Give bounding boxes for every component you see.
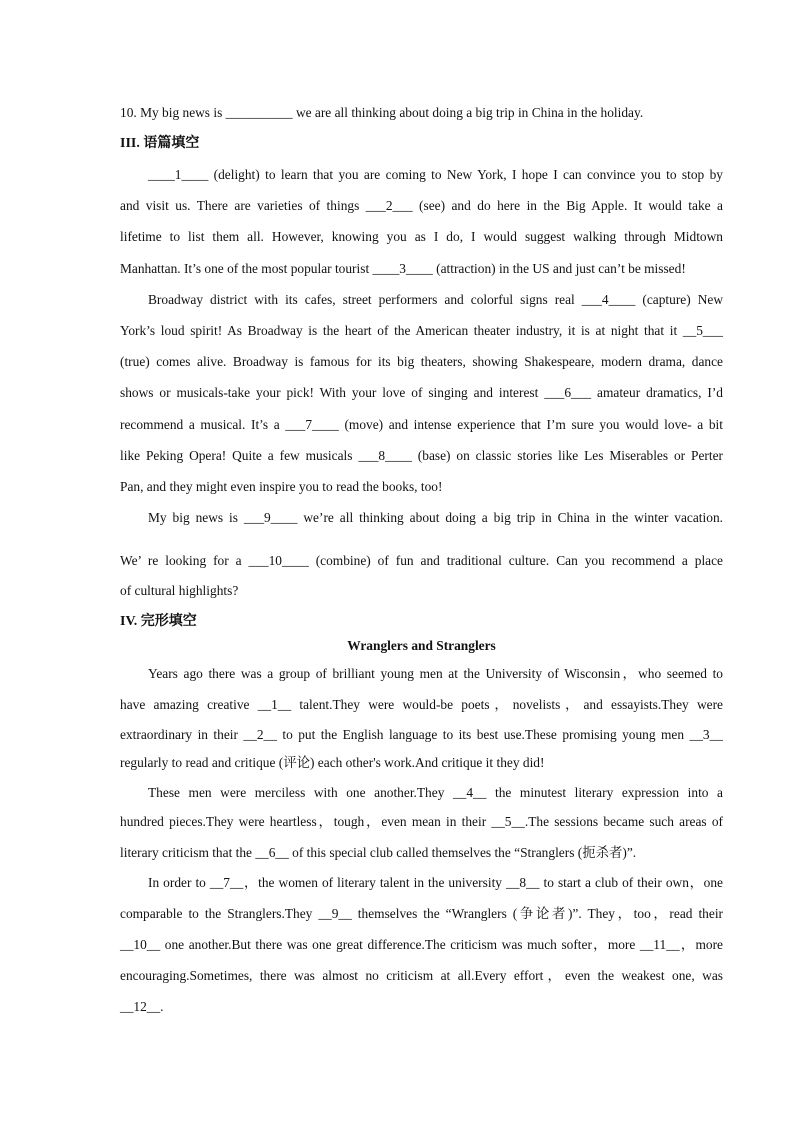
passage-1-line: lifetime to list them all. However, knowing you as I do, I would suggest walking through Midtown bbox=[120, 229, 723, 244]
passage-1-line: Pan, and they might even inspire you to read the books, too! bbox=[120, 479, 443, 494]
passage-1-line: Broadway district with its cafes, street performers and colorful signs real ___4____ (capture) New bbox=[148, 292, 723, 307]
passage-2-line: comparable to the Stranglers.They __9__ themselves the “Wranglers (争论者)”. They，too，read their bbox=[120, 906, 723, 921]
passage-1-line: We’ re looking for a ___10____ (combine) of fun and traditional culture. Can you recommend a place bbox=[120, 553, 723, 568]
passage-2-line: literary criticism that the __6__ of this special club called themselves the “Stranglers (扼杀者)”. bbox=[120, 845, 637, 860]
passage-1-line: shows or musicals-take your pick! With your love of singing and interest ___6___ amateur dramatics, I’d bbox=[120, 385, 723, 400]
passage-2-line: have amazing creative __1__ talent.They were would-be poets，novelists，and essayists.They were bbox=[120, 697, 723, 712]
passage-1-line: ____1____ (delight) to learn that you are coming to New York, I hope I can convince you to stop by bbox=[148, 167, 723, 182]
passage-2-title: Wranglers and Stranglers bbox=[347, 638, 496, 653]
question-10: 10. My big news is __________ we are all thinking about doing a big trip in China in the holiday. bbox=[120, 105, 644, 120]
passage-1-line: York’s loud spirit! As Broadway is the heart of the American theater industry, it is at night that it __5___ bbox=[120, 323, 723, 338]
passage-1-line: and visit us. There are varieties of things ___2___ (see) and do here in the Big Apple. It would take a bbox=[120, 198, 723, 213]
passage-2-line: Years ago there was a group of brilliant young men at the University of Wisconsin，who seemed to bbox=[148, 666, 723, 681]
passage-2-line: regularly to read and critique (评论) each other's work.And critique it they did! bbox=[120, 755, 545, 770]
passage-2-line: hundred pieces.They were heartless，tough，even mean in their __5__.The sessions became such areas of bbox=[120, 814, 723, 829]
passage-2-line: In order to __7__，the women of literary talent in the university __8__ to start a club of their own，one bbox=[148, 875, 723, 890]
passage-2-line: __12__. bbox=[120, 999, 164, 1014]
passage-2-line: __10__ one another.But there was one great difference.The criticism was much softer，more __11__，more bbox=[120, 937, 723, 952]
passage-1-line: (true) comes alive. Broadway is famous for its big theaters, showing Shakespeare, modern drama, dance bbox=[120, 354, 723, 369]
section-3-heading: III. 语篇填空 bbox=[120, 136, 200, 151]
passage-1-line: like Peking Opera! Quite a few musicals ___8____ (base) on classic stories like Les Miserables or Perter bbox=[120, 448, 723, 463]
passage-2-line: These men were merciless with one another.They __4__ the minutest literary expression into a bbox=[148, 785, 723, 800]
passage-2-line: extraordinary in their __2__ to put the English language to its best use.These promising young men __3__ bbox=[120, 727, 723, 742]
passage-1-line: recommend a musical. It’s a ___7____ (move) and intense experience that I’m sure you would love- a bit bbox=[120, 417, 723, 432]
passage-2-line: encouraging.Sometimes, there was almost no criticism at all.Every effort，even the weakest one, was bbox=[120, 968, 723, 983]
section-4-heading: IV. 完形填空 bbox=[120, 614, 197, 629]
passage-1-line: My big news is ___9____ we’re all thinking about doing a big trip in China in the winter vacation. bbox=[148, 510, 723, 525]
passage-1-line: Manhattan. It’s one of the most popular tourist ____3____ (attraction) in the US and just can’t be missed! bbox=[120, 261, 686, 276]
passage-1-line: of cultural highlights? bbox=[120, 583, 239, 598]
